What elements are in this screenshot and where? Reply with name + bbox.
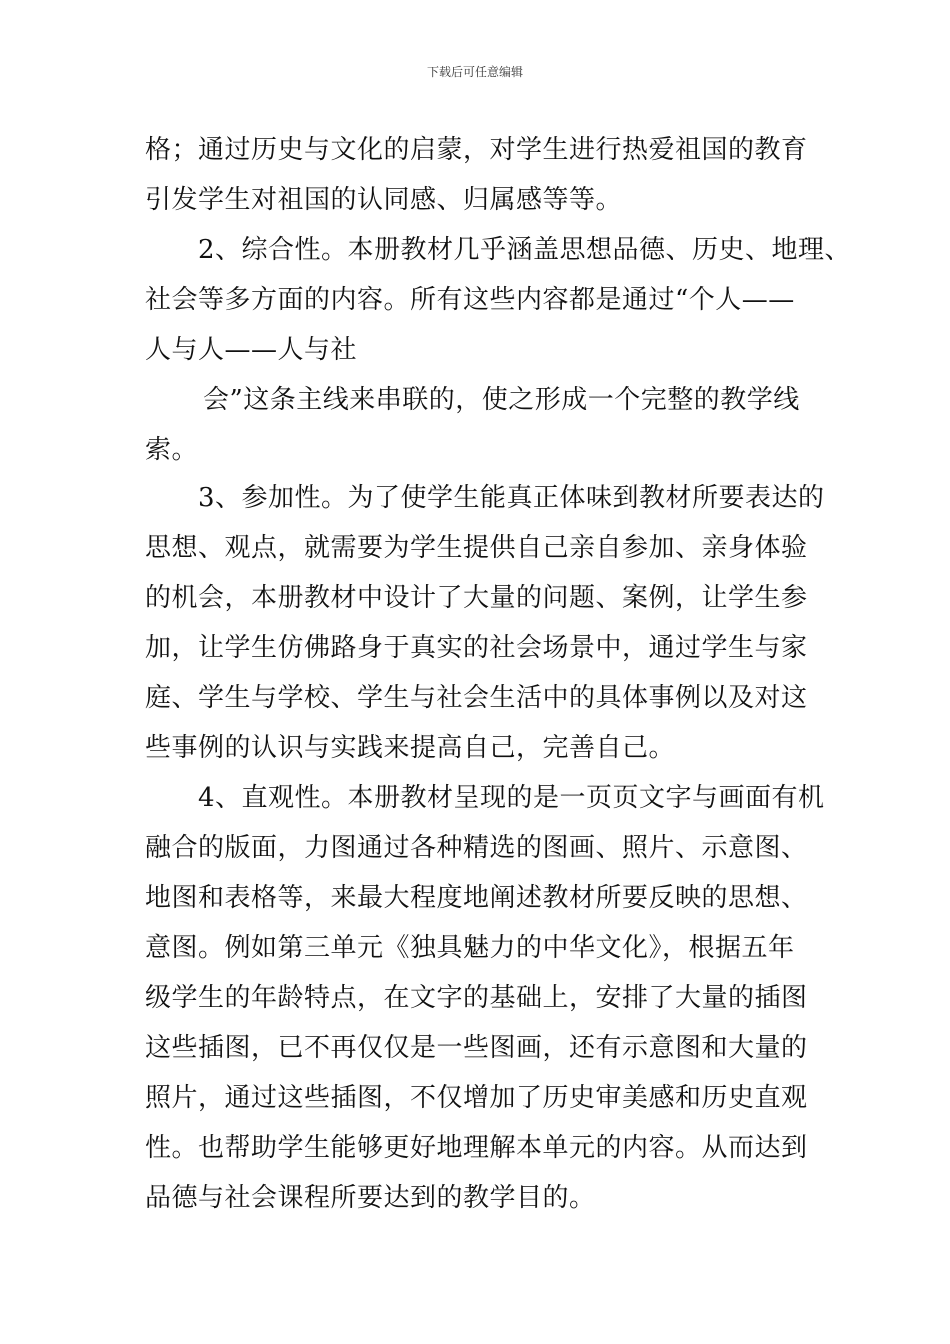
text-line: 融合的版面，力图通过各种精选的图画、照片、示意图、 bbox=[145, 833, 808, 863]
text-line: 思想、观点，就需要为学生提供自己亲自参加、亲身体验 bbox=[145, 533, 808, 563]
text-line: 庭、学生与学校、学生与社会生活中的具体事例以及对这 bbox=[145, 683, 808, 713]
text-line: 这些插图，已不再仅仅是一些图画，还有示意图和大量的 bbox=[145, 1033, 808, 1063]
text-line: 意图。例如第三单元《独具魅力的中华文化》，根据五年 bbox=[145, 933, 795, 963]
text-line: 地图和表格等，来最大程度地阐述教材所要反映的思想、 bbox=[145, 883, 808, 913]
text-line: 引发学生对祖国的认同感、归属感等等。 bbox=[145, 185, 623, 215]
text-line: 会”这条主线来串联的，使之形成一个完整的教学线 bbox=[203, 385, 800, 415]
text-line: 品德与社会课程所要达到的教学目的。 bbox=[145, 1183, 596, 1213]
text-line: 社会等多方面的内容。所有这些内容都是通过“个人—— bbox=[145, 285, 795, 315]
paragraph-2-first-line: 2、综合性。本册教材几乎涵盖思想品德、历史、地理、 bbox=[198, 235, 852, 265]
text-line: 索。 bbox=[145, 435, 199, 465]
text-line: 人与人——人与社 bbox=[145, 335, 358, 365]
text-line: 格；通过历史与文化的启蒙，对学生进行热爱祖国的教育 bbox=[145, 135, 808, 165]
paragraph-3-first-line: 3、参加性。为了使学生能真正体味到教材所要表达的 bbox=[198, 483, 825, 513]
page-header: 下载后可任意编辑 bbox=[426, 65, 523, 79]
text-line: 照片，通过这些插图，不仅增加了历史审美感和历史直观 bbox=[145, 1083, 808, 1113]
text-line: 的机会，本册教材中设计了大量的问题、案例，让学生参 bbox=[145, 583, 808, 613]
text-line: 级学生的年龄特点，在文字的基础上，安排了大量的插图 bbox=[145, 983, 808, 1013]
text-line: 些事例的认识与实践来提高自己，完善自己。 bbox=[145, 733, 676, 763]
paragraph-4-first-line: 4、直观性。本册教材呈现的是一页页文字与画面有机 bbox=[198, 783, 825, 813]
text-line: 性。也帮助学生能够更好地理解本单元的内容。从而达到 bbox=[145, 1133, 808, 1163]
text-line: 加，让学生仿佛路身于真实的社会场景中，通过学生与家 bbox=[145, 633, 808, 663]
